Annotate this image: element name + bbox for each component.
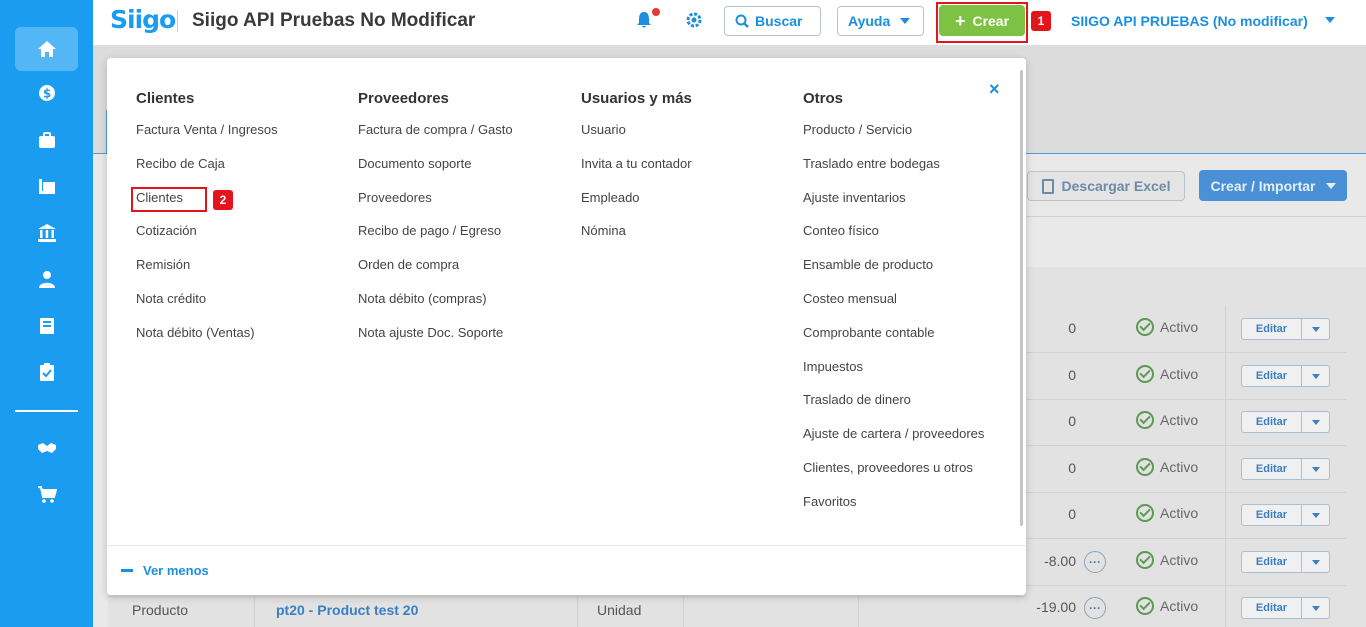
- check-circle-icon: [1136, 411, 1154, 429]
- table-row: [1026, 585, 1346, 627]
- check-circle-icon: [1136, 504, 1154, 522]
- menu-item[interactable]: Proveedores: [358, 189, 432, 205]
- check-circle-icon: [1136, 551, 1154, 569]
- check-circle-icon: [1136, 365, 1154, 383]
- column-divider: [254, 597, 255, 627]
- create-button-label: Crear: [972, 12, 1010, 29]
- row-value: 0: [1068, 320, 1076, 336]
- clipboard-check-icon[interactable]: [15, 350, 78, 394]
- status-label: Activo: [1160, 598, 1199, 614]
- dropdown-footer-divider: [107, 545, 1026, 546]
- highlight-box-create: [936, 2, 1028, 43]
- briefcase-icon[interactable]: [15, 118, 78, 162]
- close-icon[interactable]: ×: [989, 79, 1000, 99]
- edit-label: Editar: [1242, 412, 1302, 432]
- menu-item[interactable]: Traslado de dinero: [803, 392, 911, 408]
- status-label: Activo: [1160, 459, 1199, 475]
- create-menu-dropdown: [107, 58, 1026, 595]
- gear-icon[interactable]: [685, 11, 703, 29]
- siigo-logo[interactable]: Siigo: [110, 5, 176, 34]
- create-import-button[interactable]: [1199, 170, 1347, 201]
- sidebar: [0, 0, 93, 627]
- menu-item[interactable]: Impuestos: [803, 358, 863, 374]
- table-row: [108, 596, 1026, 627]
- menu-item[interactable]: Recibo de Caja: [136, 155, 225, 171]
- chevron-down-icon[interactable]: [1302, 319, 1329, 339]
- search-button-label: Buscar: [755, 13, 803, 29]
- more-options-icon[interactable]: ···: [1084, 597, 1106, 619]
- chevron-down-icon[interactable]: [1302, 459, 1329, 479]
- bank-icon[interactable]: [15, 211, 78, 255]
- table-row: [1026, 399, 1346, 446]
- menu-item[interactable]: Nota crédito: [136, 290, 207, 306]
- chevron-down-icon[interactable]: [1325, 17, 1335, 23]
- edit-button[interactable]: [1241, 411, 1330, 433]
- menu-item[interactable]: Costeo mensual: [803, 290, 897, 306]
- bell-icon[interactable]: [636, 11, 652, 29]
- menu-item[interactable]: Ajuste de cartera / proveedores: [803, 426, 985, 442]
- chevron-down-icon[interactable]: [1302, 505, 1329, 525]
- show-less-link[interactable]: [121, 563, 209, 578]
- search-icon: [735, 14, 749, 28]
- status-label: Activo: [1160, 505, 1199, 521]
- sidebar-separator: [15, 410, 78, 412]
- status-badge: [1136, 458, 1198, 476]
- menu-item[interactable]: Remisión: [136, 257, 191, 273]
- row-type: Producto: [132, 602, 189, 618]
- status-badge: [1136, 504, 1198, 522]
- column-divider: [1225, 399, 1226, 446]
- menu-item[interactable]: Orden de compra: [358, 257, 460, 273]
- column-divider: [577, 597, 578, 627]
- download-excel-button[interactable]: [1027, 171, 1185, 201]
- edit-button[interactable]: [1241, 551, 1330, 573]
- search-button[interactable]: [724, 6, 821, 36]
- menu-item[interactable]: Nota débito (compras): [358, 290, 487, 306]
- menu-item[interactable]: Usuario: [581, 122, 626, 137]
- employee-icon[interactable]: [15, 257, 78, 301]
- show-less-label: Ver menos: [143, 563, 209, 578]
- edit-label: Editar: [1242, 505, 1302, 525]
- background-divider: [1026, 216, 1366, 217]
- menu-item[interactable]: Clientes, proveedores u otros: [803, 459, 973, 475]
- menu-item[interactable]: Recibo de pago / Egreso: [358, 223, 502, 239]
- menu-item[interactable]: Documento soporte: [358, 155, 472, 171]
- column-divider: [683, 597, 684, 627]
- edit-button[interactable]: [1241, 365, 1330, 387]
- column-divider: [1225, 492, 1226, 539]
- create-import-label: Crear / Importar: [1210, 177, 1316, 194]
- menu-item[interactable]: Nómina: [581, 223, 626, 239]
- menu-item[interactable]: Conteo físico: [803, 223, 879, 239]
- edit-button[interactable]: [1241, 597, 1330, 619]
- notification-dot: [652, 8, 660, 16]
- help-button-label: Ayuda: [848, 13, 891, 29]
- edit-button[interactable]: [1241, 458, 1330, 480]
- edit-label: Editar: [1242, 552, 1302, 572]
- menu-item[interactable]: Comprobante contable: [803, 324, 935, 340]
- menu-item[interactable]: Factura de compra / Gasto: [358, 122, 513, 137]
- cart-icon[interactable]: [15, 472, 78, 516]
- status-badge: [1136, 411, 1198, 429]
- chevron-down-icon: [1326, 183, 1336, 189]
- column-divider: [1225, 585, 1226, 627]
- row-value: -19.00: [1036, 599, 1076, 615]
- row-value: 0: [1068, 460, 1076, 476]
- status-label: Activo: [1160, 319, 1199, 335]
- chevron-down-icon[interactable]: [1302, 366, 1329, 386]
- menu-item[interactable]: Traslado entre bodegas: [803, 155, 940, 171]
- menu-column-otros: [803, 90, 984, 528]
- column-divider: [1225, 306, 1226, 353]
- menu-item[interactable]: Cotización: [136, 223, 197, 239]
- menu-column-usuarios: [581, 90, 692, 257]
- row-value: 0: [1068, 413, 1076, 429]
- menu-item[interactable]: Invita a tu contador: [581, 155, 692, 171]
- edit-button[interactable]: [1241, 504, 1330, 526]
- step-badge-1: 1: [1031, 11, 1051, 31]
- page-title: Siigo API Pruebas No Modificar: [192, 10, 476, 31]
- more-options-icon[interactable]: ···: [1084, 551, 1106, 573]
- home-icon[interactable]: [15, 27, 78, 71]
- check-circle-icon: [1136, 318, 1154, 336]
- check-circle-icon: [1136, 458, 1154, 476]
- menu-item[interactable]: Favoritos: [803, 493, 857, 509]
- inventory-icon[interactable]: [15, 164, 78, 208]
- excel-file-icon: [1042, 179, 1054, 194]
- status-label: Activo: [1160, 552, 1199, 568]
- table-row: [1026, 492, 1346, 539]
- menu-column-title: Clientes: [136, 90, 195, 107]
- chevron-down-icon: [900, 18, 910, 24]
- menu-column-proveedores: [358, 90, 513, 359]
- edit-label: Editar: [1242, 366, 1302, 386]
- step-badge-2: 2: [213, 190, 233, 210]
- company-selector[interactable]: SIIGO API PRUEBAS (No modificar): [1071, 13, 1308, 29]
- column-divider: [1225, 446, 1226, 493]
- row-product-link[interactable]: pt20 - Product test 20: [276, 602, 419, 618]
- plus-icon: +: [954, 10, 966, 31]
- table-row: [1026, 306, 1346, 353]
- menu-item[interactable]: Nota ajuste Doc. Soporte: [358, 324, 504, 340]
- row-value: 0: [1068, 367, 1076, 383]
- book-icon[interactable]: [15, 304, 78, 348]
- menu-item-clientes[interactable]: Clientes: [136, 189, 183, 205]
- top-header: [93, 0, 1366, 46]
- check-circle-icon: [1136, 597, 1154, 615]
- row-unit: Unidad: [597, 602, 642, 618]
- menu-column-clientes: [136, 90, 278, 359]
- status-badge: [1136, 365, 1198, 383]
- status-label: Activo: [1160, 366, 1199, 382]
- status-badge: [1136, 551, 1198, 569]
- menu-item[interactable]: Producto / Servicio: [803, 122, 913, 137]
- column-divider: [858, 597, 859, 627]
- menu-column-title: Otros: [803, 90, 844, 107]
- table-row: [1026, 446, 1346, 493]
- help-dropdown-button[interactable]: [837, 6, 924, 36]
- column-divider: [1225, 353, 1226, 400]
- money-icon[interactable]: [15, 71, 78, 115]
- status-label: Activo: [1160, 412, 1199, 428]
- chevron-down-icon[interactable]: [1302, 598, 1329, 618]
- menu-column-title: Proveedores: [358, 90, 449, 107]
- status-badge: [1136, 318, 1198, 336]
- chevron-down-icon[interactable]: [1302, 412, 1329, 432]
- menu-item[interactable]: Ajuste inventarios: [803, 189, 906, 205]
- menu-item[interactable]: Nota débito (Ventas): [136, 324, 255, 340]
- edit-button[interactable]: [1241, 318, 1330, 340]
- chevron-down-icon[interactable]: [1302, 552, 1329, 572]
- menu-column-title: Usuarios y más: [581, 90, 692, 107]
- highlight-box-clientes: [131, 187, 207, 212]
- menu-item[interactable]: Factura Venta / Ingresos: [136, 122, 278, 137]
- edit-label: Editar: [1242, 598, 1302, 618]
- row-value: -8.00: [1044, 553, 1076, 569]
- header-divider: [177, 10, 178, 32]
- download-excel-label: Descargar Excel: [1061, 178, 1171, 194]
- svg-text:$: $: [42, 86, 51, 101]
- dropdown-scrollbar[interactable]: [1020, 70, 1023, 526]
- minus-icon: [121, 569, 133, 572]
- edit-label: Editar: [1242, 319, 1302, 339]
- table-row: [1026, 539, 1346, 586]
- table-row: [1026, 353, 1346, 400]
- status-badge: [1136, 597, 1198, 615]
- column-divider: [1225, 539, 1226, 586]
- edit-label: Editar: [1242, 459, 1302, 479]
- row-value: 0: [1068, 506, 1076, 522]
- menu-item[interactable]: Empleado: [581, 189, 640, 205]
- menu-item[interactable]: Ensamble de producto: [803, 257, 934, 273]
- handshake-icon[interactable]: [15, 426, 78, 470]
